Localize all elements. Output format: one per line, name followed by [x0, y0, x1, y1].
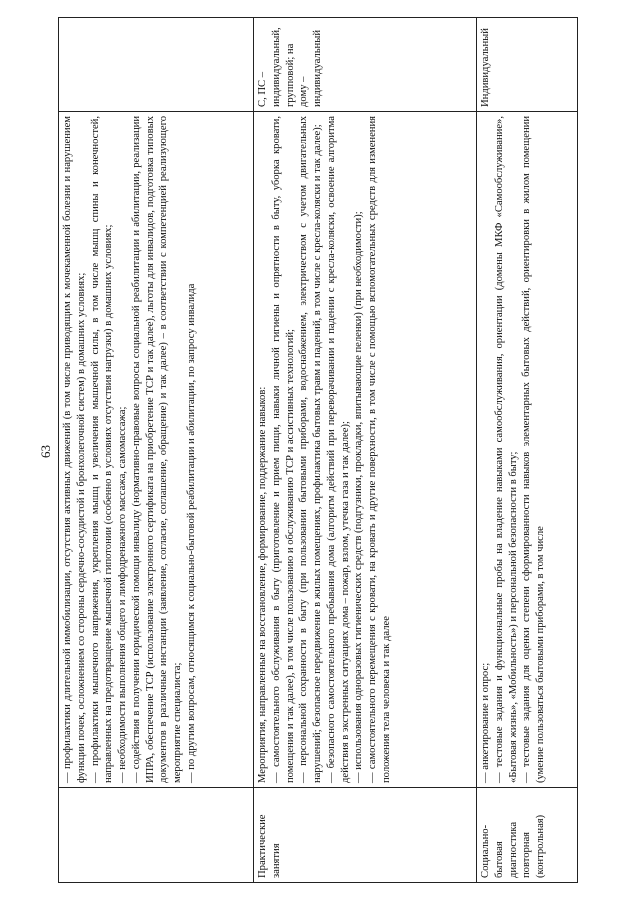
event-name-cell: Социально-бытовая диагностика повторная (контрольная) [477, 788, 578, 883]
table-row [254, 18, 477, 883]
rehabilitation-table [58, 17, 578, 883]
content-item: — самостоятельного перемещения с кровати, на кровать и другие поверхности, в том числе с помощью вспомогательных средств для изменения положения тела человека и так далее [367, 116, 392, 783]
content-item: — анкетирование и опрос; [480, 662, 491, 783]
content-item: — тестовые задания и функциональные пробы на владение навыками самообслуживания, ориентации (домены МКФ «Самообслуживание», «Бытовая жизнь», «Мобильность») и персональной безопасности в быту; [493, 116, 519, 783]
table-row [477, 18, 578, 883]
content-item: — содействия в получении юридической помощи инвалиду (нормативно-правовые вопросы социальной реабилитации и абилитации, реализации ИПРА, обеспечение ТСР (использование электронного сертификата на приобретение ТСР и так далее), льготы для инвалидов, подготовка типовых документов в различные инстанции (заявление, согласие, соглашение, обращение) и так далее) – в соответствии с компетенцией реализующего мероприятие специалиста; [130, 116, 184, 783]
content-item: — самостоятельного обслуживания в быту (приготовление и прием пищи, навыки личной гигиены и опрятности в быту, уборка кровати, помещения и так далее), в том числе пользованию и обслуживанию ТСР и ассистивных технологий; [270, 116, 296, 783]
content-item: — использования одноразовых гигиенических средств (подгузники, прокладки, впитывающие пеленки) (при необходимости); [353, 211, 365, 783]
content-item: Мероприятия, направленные на восстановление, формирование, поддержание навыков: [257, 386, 268, 783]
event-content-cell [59, 112, 254, 788]
content-item: — персональной сохранности в быту (при пользовании бытовыми приборами, водоснабжением, электричеством с учетом двигательных нарушений; безопасное передвижение в жилых помещениях, профилактика бытовых травм и падений, в том числе с кресла-коляски и так далее); [298, 116, 324, 783]
form-cell: С, ПС – индивидуальный, групповой; на дому – индивидуальный [254, 18, 477, 112]
form-cell [59, 18, 254, 112]
content-item: — профилактики мышечного напряжения, укрепления мышц и увеличения мышечной силы, в том числе мышц спины и конечностей, направленных на предотвращение мышечной гипотонии (особенно в условиях отсутствия нагрузки) в домашних условиях; [89, 116, 115, 783]
table-row [59, 18, 254, 883]
event-name-cell [59, 788, 254, 883]
content-item: — по другим вопросам, относящимся к социально-бытовой реабилитации и абилитации, по запросу инвалида [185, 283, 197, 783]
content-item: — профилактики длительной иммобилизации, отсутствия активных движений (в том числе приводящим к мочекаменной болезни и нарушением функции почек, осложнением со стороны сердечно-сосудистой и бронхолегочной систем) в домашних условиях; [62, 116, 87, 783]
content-item: — необходимости выполнения общего и лимфодренажного массажа, самомассажа; [117, 406, 129, 783]
event-content-cell [477, 112, 578, 788]
event-name-cell: Практические занятия [254, 788, 477, 883]
event-content-cell [254, 112, 477, 788]
form-cell: Индивидуальный [477, 18, 578, 112]
page-number: 63 [38, 445, 53, 458]
content-item: — тестовые задания для оценки степени сформированности навыков элементарных бытовых действий, ориентировки в жилом помещении (умение пользоваться бытовыми приборами, в том числе [521, 116, 547, 783]
content-item: — безопасного самостоятельного пребывания дома (алгоритм действий при переворачивании и падении с кресла-коляски, освоение алгоритма действия в экстренных ситуациях дома – пожар, взлом, утечка газа и так далее); [325, 116, 351, 783]
